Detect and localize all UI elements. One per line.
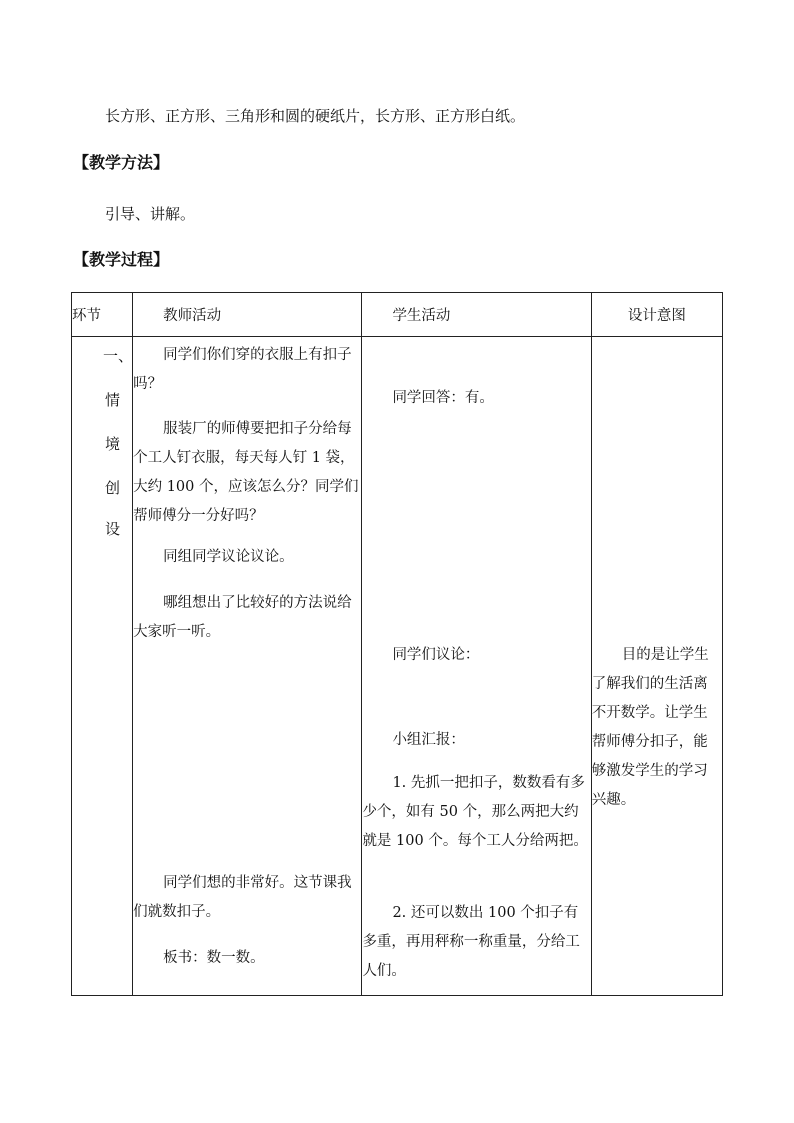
stage-char: 境	[104, 435, 120, 453]
student-paragraph: 同学回答：有。	[392, 390, 494, 406]
stage-char: 设	[104, 520, 120, 538]
intent-paragraph: 目的是让学生了解我们的生活离不开数学。让学生帮师傅分扣子，能够激发学生的学习兴趣。	[591, 647, 709, 808]
stage-char: 创	[104, 479, 120, 497]
teacher-paragraph: 板书：数一数。	[163, 950, 265, 966]
header-student-activity: 学生活动	[362, 293, 591, 337]
table-row	[72, 337, 723, 996]
stage-cell	[72, 337, 133, 996]
header-design-intent: 设计意图	[591, 293, 722, 337]
stage-number: 一、	[102, 347, 133, 365]
design-intent-cell	[591, 337, 722, 996]
teacher-paragraph: 同学们你们穿的衣服上有扣子吗？	[133, 347, 352, 392]
stage-char: 情	[104, 391, 120, 409]
student-paragraph: 2. 还可以数出 100 个扣子有多重，再用秤称一称重量，分给工人们。	[362, 905, 580, 979]
materials-line: 长方形、正方形、三角形和圆的硬纸片，长方形、正方形白纸。	[105, 107, 526, 125]
method-text: 引导、讲解。	[105, 205, 196, 223]
process-heading: 【教学过程】	[73, 250, 170, 269]
teacher-paragraph: 服装厂的师傅要把扣子分给每个工人钉衣服，每天每人钉 1 袋，大约 100 个，应该怎么分？同学们帮师傅分一分好吗？	[133, 421, 359, 524]
student-activity-cell	[362, 337, 591, 996]
teacher-paragraph: 同组同学议论议论。	[163, 549, 294, 565]
lesson-process-table	[71, 292, 723, 996]
method-heading: 【教学方法】	[73, 153, 170, 172]
student-paragraph: 1. 先抓一把扣子，数数看有多少个，如有 50 个，那么两把大约就是 100 个。每个工人分给两把。	[362, 775, 588, 849]
header-stage: 环节	[72, 293, 133, 337]
header-teacher-activity: 教师活动	[133, 293, 362, 337]
student-paragraph: 同学们议论：	[392, 647, 480, 663]
table-header-row	[72, 293, 723, 337]
teacher-paragraph: 哪组想出了比较好的方法说给大家听一听。	[133, 595, 352, 640]
student-paragraph: 小组汇报：	[392, 732, 465, 748]
teacher-activity-cell	[133, 337, 362, 996]
teacher-paragraph: 同学们想的非常好。这节课我们就数扣子。	[133, 875, 352, 920]
